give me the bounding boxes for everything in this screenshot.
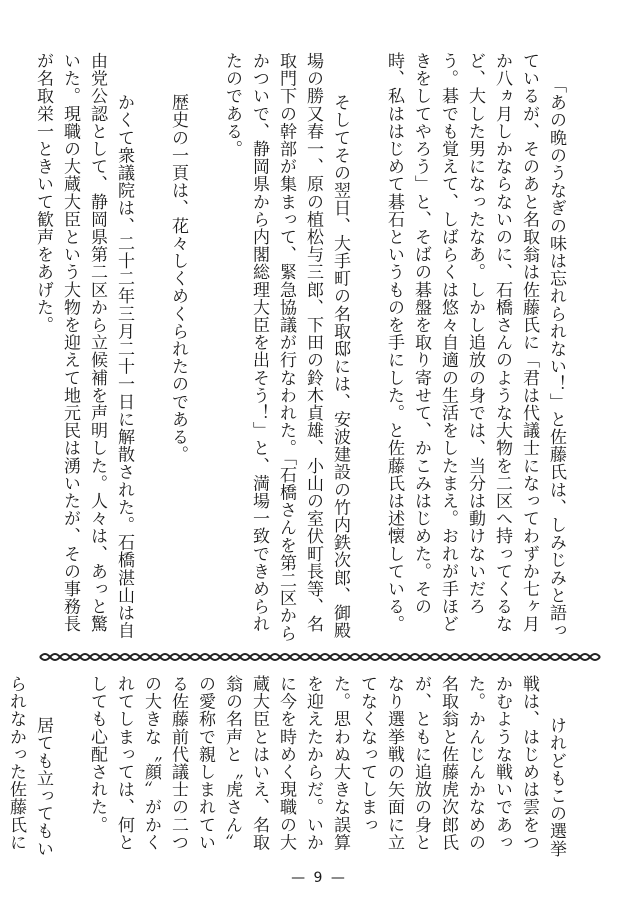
- paragraph: 歴史の一頁は、花々しくめくられたのである。: [168, 76, 188, 464]
- paragraph: そしてその翌日、大手町の名取邸には、安波建設の竹内鉄次郎、御殿場の勝又春一、原の植松与三郎、下田の鈴木貞雄、小山の室伏町長等、名取門下の幹部が集まって、緊急協議が行なわれた。「石橋さんを第二区からかついで、静岡県から内閣総理大臣を出そう！」と、満場一致できめられたのである。: [222, 52, 350, 642]
- paragraph: 「あの晩のうなぎの味は忘れられない！」と佐藤氏は、しみじみと語っているが、そのあと名取翁は佐藤氏に「君は代議士になってわずか七ヶ月か八ヵ月しかならないのに、石橋さんのような大物を二区へ持ってくるなど、大した男になったなあ。しかし追放の身では、当分は動けないだろう。碁でも覚えて、しばらくは悠々自適の生活をしたまえ。おれが手ほどきをしてやろう」と、そばの碁盤を取り寄せて、かこみはじめた。その時、私ははじめて碁石というものを手にした。と佐藤氏は述懐している。: [384, 52, 566, 640]
- decorative-divider: [40, 650, 600, 664]
- article-body-bottom: [0, 675, 596, 865]
- article-body-top: [0, 52, 596, 642]
- paragraph: かくて衆議院は、二十二年三月二十一日に解散された。石橋湛山は自由党公認として、静岡県第二区から立候補を声明した。人々は、あっと驚いた。現職の大蔵大臣という大物を迎えて地元民は湧いたが、その事務長が名取栄一ときいて歓声をあげた。: [33, 52, 134, 640]
- paragraph: けれどもこの選挙戦は、はじめは雲をつかむような戦いであった。かんじんかなめの名取翁と佐藤虎次郎氏が、ともに追放の身となり選挙戦の矢面に立てなくなってしまった。思わぬ大きな誤算を迎えたからだ。いかに今を時めく現職の大蔵大臣とはいえ、名取翁の名声と〝虎さん〟の愛称で親しまれている佐藤前代議士の二つの大きな〝顔〟がかくれてしまっては、何としても心配された。: [87, 675, 566, 858]
- article-top-section: [33, 52, 596, 642]
- page-number: — 9 —: [291, 870, 347, 886]
- article-bottom-section: [6, 675, 596, 865]
- paragraph: 居ても立ってもいられなかった佐藤氏に: [6, 675, 53, 858]
